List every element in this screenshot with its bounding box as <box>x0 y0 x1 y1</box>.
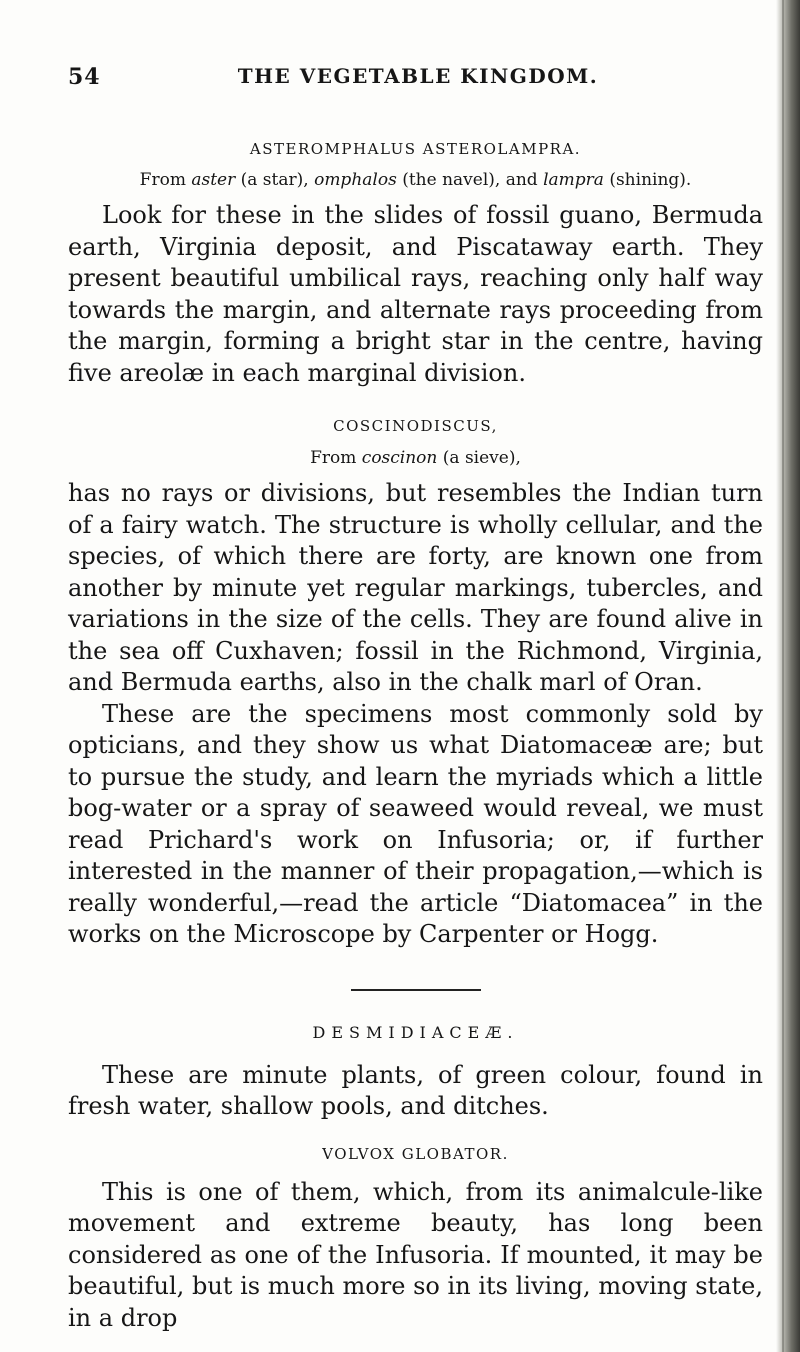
section-title-coscinodiscus: COSCINODISCUS, <box>333 417 498 435</box>
paragraph-volvox: This is one of them, which, from its animalcule-like movement and extreme beauty, has long been considered as one of the Infusoria. If mounted, it may be beautiful, but is much more so in its living, moving state, in a drop <box>68 1177 763 1332</box>
section-title-desmidiaceae: DESMIDIACEÆ. <box>312 1022 519 1042</box>
running-title: THE VEGETABLE KINGDOM. <box>237 64 599 88</box>
paragraph-coscinodiscus-1: has no rays or divisions, but resembles the Indian turn of a fairy watch. The structure is wholly cellular, and the species, of which there are forty, are known one from another by minute yet regular markings, tubercles, and variations in the size of the cells. They are found alive in the sea off Cuxhaven; fossil in the Richmond, Virginia, and Bermuda earths, also in the chalk marl of Oran. <box>68 479 763 696</box>
section-title-asteromphalus: ASTEROMPHALUS ASTEROLAMPRA. <box>249 140 582 158</box>
page-header <box>68 64 780 90</box>
paragraph-coscinodiscus-2: These are the specimens most commonly sold by opticians, and they show us what Diatomaceæ are; but to pursue the study, and learn the myriads which a little bog-water or a spray of seaweed would reveal, we must read Prichard's work on Infusoria; or, if further interested in the manner of their propagation,—which is really wonderful,—read the article “Diatomacea” in the works on the Microscope by Carpenter or Hogg. <box>68 699 763 948</box>
section-divider <box>351 989 481 991</box>
etymology-asteromphalus: From aster (a star), omphalos (the navel), and lampra (shining). <box>139 170 692 190</box>
paragraph-asteromphalus: Look for these in the slides of fossil guano, Bermuda earth, Virginia deposit, and Piscataway earth. They present beautiful umbilical rays, reaching only half way towards the margin, and alternate rays proceeding from the margin, forming a bright star in the centre, having five areolæ in each marginal division. <box>68 201 763 387</box>
page-body <box>68 140 763 1334</box>
page-number: 54 <box>68 64 101 90</box>
etymology-coscinodiscus: From coscinon (a sieve), <box>310 448 521 468</box>
paragraph-desmidiaceae: These are minute plants, of green colour, found in fresh water, shallow pools, and ditches. <box>68 1060 763 1120</box>
page-edge-shadow <box>776 0 800 1352</box>
section-title-volvox: VOLVOX GLOBATOR. <box>322 1144 509 1163</box>
